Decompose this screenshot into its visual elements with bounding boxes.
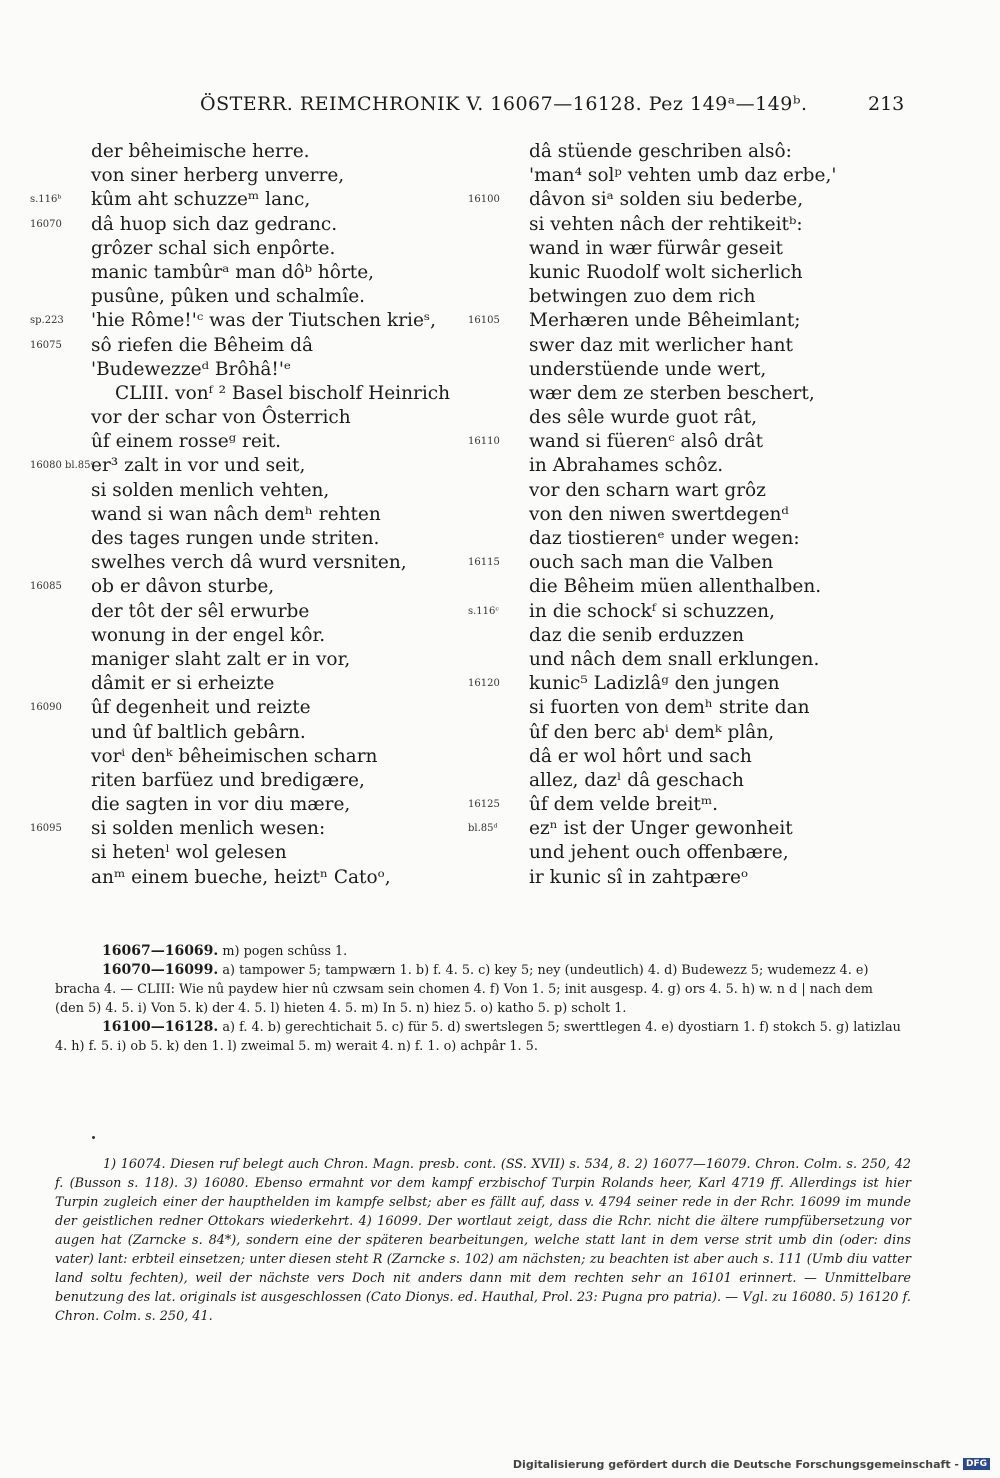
verse-text: manic tambûrᵃ man dôᵇ hôrte, bbox=[91, 261, 375, 283]
line-number: bl.85ᵈ bbox=[468, 823, 498, 835]
verse-text: in Abrahames schôz. bbox=[529, 455, 724, 477]
verse-line bbox=[30, 430, 470, 454]
verse-line bbox=[468, 237, 828, 261]
verse-text: ouch sach man die Valben bbox=[529, 552, 774, 574]
verse-text: dâ stüende geschriben alsô: bbox=[529, 141, 792, 162]
verse-line bbox=[30, 527, 470, 551]
line-number: 16105 bbox=[468, 315, 500, 327]
verse-line bbox=[468, 745, 828, 769]
verse-text: Merhæren unde Bêheimlant; bbox=[529, 310, 801, 332]
verse-line bbox=[30, 841, 470, 865]
verse-line bbox=[30, 575, 470, 599]
verse-text: CLIII. vonᶠ ² Basel bischolf Heinrich bbox=[115, 382, 451, 404]
verse-line bbox=[30, 358, 470, 382]
verse-text: wand in wær fürwâr geseit bbox=[529, 237, 783, 259]
line-number: 16100 bbox=[468, 194, 500, 206]
running-title: ÖSTERR. REIMCHRONIK V. 16067—16128. Pez 149ᵃ—149ᵇ. bbox=[200, 93, 808, 115]
verse-text: ûf den berc abⁱ demᵏ plân, bbox=[529, 721, 775, 743]
verse-line bbox=[30, 406, 470, 430]
verse-line bbox=[30, 164, 470, 188]
verse-text: kûm aht schuzzeᵐ lanc, bbox=[91, 189, 311, 211]
verse-text: understüende unde wert, bbox=[529, 358, 767, 380]
verse-line bbox=[30, 866, 470, 890]
verse-text: daz tiostierenᵉ under wegen: bbox=[529, 528, 800, 549]
verse-line bbox=[30, 285, 470, 309]
verse-text: er³ zalt in vor und seit, bbox=[91, 455, 306, 477]
verse-line bbox=[468, 793, 828, 817]
verse-line bbox=[30, 793, 470, 817]
verse-line bbox=[468, 479, 828, 503]
verse-text: si vehten nâch der rehtikeitᵇ: bbox=[529, 213, 803, 235]
verse-line bbox=[468, 817, 828, 841]
verse-line bbox=[30, 600, 470, 624]
verse-line bbox=[468, 551, 828, 575]
line-number: s.116ᵇ bbox=[30, 194, 62, 206]
verse-text: betwingen zuo dem rich bbox=[529, 286, 756, 308]
verse-line bbox=[30, 624, 470, 648]
verse-line bbox=[468, 140, 828, 164]
verse-line bbox=[468, 406, 828, 430]
verse-line bbox=[30, 648, 470, 672]
verse-text: si fuorten von demʰ strite dan bbox=[529, 697, 810, 719]
apparatus-label: 16067—16069. bbox=[102, 943, 219, 959]
line-number: 16090 bbox=[30, 702, 62, 714]
line-number: 16115 bbox=[468, 557, 500, 569]
verse-text: der tôt der sêl erwurbe bbox=[91, 600, 310, 622]
apparatus-text: m) pogen schûss 1. bbox=[222, 944, 348, 959]
verse-line bbox=[468, 841, 828, 865]
verse-text: allez, dazˡ dâ geschach bbox=[529, 769, 744, 791]
verse-line bbox=[30, 382, 470, 406]
verse-line bbox=[468, 648, 828, 672]
verse-line bbox=[30, 503, 470, 527]
verse-line bbox=[30, 309, 470, 333]
digitization-footer bbox=[513, 1455, 990, 1473]
verse-line bbox=[30, 672, 470, 696]
verse-line bbox=[468, 454, 828, 478]
verse-line bbox=[30, 479, 470, 503]
verse-line bbox=[30, 551, 470, 575]
verse-text: si hetenˡ wol gelesen bbox=[91, 842, 287, 864]
verse-line bbox=[468, 866, 828, 890]
line-number: 16085 bbox=[30, 581, 62, 593]
verse-text: der bêheimische herre. bbox=[91, 141, 310, 162]
verse-text: wand si füerenᶜ alsô drât bbox=[529, 431, 764, 453]
separator-dot bbox=[92, 1136, 95, 1139]
footnotes bbox=[55, 1155, 911, 1326]
line-number: sp.223 bbox=[30, 315, 64, 327]
line-number: 16125 bbox=[468, 799, 500, 811]
verse-text: si solden menlich wesen: bbox=[91, 818, 326, 840]
apparatus-label: 16100—16128. bbox=[102, 1019, 219, 1035]
verse-line bbox=[468, 261, 828, 285]
verse-line bbox=[30, 454, 470, 478]
apparatus-text: a) f. 4. b) gerechtichait 5. c) für 5. d) swertslegen 5; swerttlegen 4. e) dyostiarn 1. f) stokch 5. g) latizlau 4. h) f. 5. i) ob 5. k) den 1. l) zweimal 5. m) werait 4. n) f. 1. o) achpâr 1. 5. bbox=[55, 1020, 901, 1054]
verse-line bbox=[468, 309, 828, 333]
verse-text: maniger slaht zalt er in vor, bbox=[91, 648, 351, 670]
verse-line bbox=[468, 430, 828, 454]
footer-text: Digitalisierung gefördert durch die Deutsche Forschungsgemeinschaft - bbox=[512, 1457, 959, 1471]
verse-text: ûf einem rosseᵍ reit. bbox=[91, 431, 282, 453]
line-number: 16070 bbox=[30, 218, 62, 230]
verse-line bbox=[468, 164, 837, 188]
verse-text: und nâch dem snall erklungen. bbox=[529, 648, 820, 670]
verse-text: die sagten in vor diu mære, bbox=[91, 794, 351, 816]
verse-text: und jehent ouch offenbære, bbox=[529, 842, 789, 864]
verse-text: ezⁿ ist der Unger gewonheit bbox=[529, 818, 793, 840]
verse-line bbox=[30, 237, 470, 261]
verse-text: 'hie Rôme!'ᶜ was der Tiutschen krieˢ, bbox=[91, 310, 437, 332]
verse-line bbox=[30, 769, 470, 793]
verse-line bbox=[468, 285, 828, 309]
verse-line bbox=[30, 696, 470, 720]
verse-line bbox=[30, 817, 470, 841]
verse-text: vor der schar von Ôsterrich bbox=[91, 407, 351, 429]
apparatus-text: a) tampower 5; tampwærn 1. b) f. 4. 5. c) key 5; ney (undeutlich) 4. d) Budewezz 5; wudemezz 4. e) bracha 4. — CLIII: Wie nû paydew hier nû czwsam sein chomen 4. f) Von 1. 5; init ausgesp. 4. g) ors 4. 5. h) w. n d | nach dem (den 5) 4. 5. i) Von 5. k) der 4. 5. l) hieten 4. 5. m) In 5. n) hiez 5. o) katho 5. p) scholt 1. bbox=[55, 963, 873, 1016]
line-number: 16075 bbox=[30, 339, 62, 351]
verse-text: von den niwen swertdegenᵈ bbox=[529, 503, 789, 525]
verse-text: ob er dâvon sturbe, bbox=[91, 576, 275, 598]
verse-text: kunic⁵ Ladizlâᵍ den jungen bbox=[529, 673, 780, 695]
verse-text: des sêle wurde guot rât, bbox=[529, 407, 758, 429]
verse-text: dâvon siᵃ solden siu bederbe, bbox=[529, 189, 804, 211]
verse-line bbox=[30, 745, 470, 769]
verse-line bbox=[468, 624, 828, 648]
line-number: s.116ᶜ bbox=[468, 605, 499, 617]
verse-line bbox=[30, 334, 470, 358]
verse-text: pusûne, pûken und schalmîe. bbox=[91, 286, 366, 308]
right-text-column bbox=[468, 140, 837, 890]
verse-line bbox=[468, 672, 828, 696]
line-number: 16095 bbox=[30, 823, 62, 835]
verse-text: wær dem ze sterben beschert, bbox=[529, 382, 815, 404]
verse-text: in die schockᶠ si schuzzen, bbox=[529, 600, 775, 622]
verse-line bbox=[468, 382, 828, 406]
apparatus-entry bbox=[55, 1018, 905, 1056]
verse-line bbox=[468, 503, 828, 527]
running-header bbox=[0, 93, 1000, 123]
verse-line bbox=[30, 721, 470, 745]
verse-text: grôzer schal sich enpôrte. bbox=[91, 237, 336, 259]
verse-text: anᵐ einem bueche, heiztⁿ Catoᵒ, bbox=[91, 866, 391, 888]
verse-line bbox=[468, 600, 828, 624]
verse-text: vorⁱ denᵏ bêheimischen scharn bbox=[91, 745, 378, 767]
line-number: 16120 bbox=[468, 678, 500, 690]
verse-line bbox=[30, 188, 470, 212]
verse-line bbox=[468, 575, 828, 599]
verse-text: dâ huop sich daz gedranc. bbox=[91, 213, 338, 235]
verse-text: riten barfüez und bredigære, bbox=[91, 769, 365, 791]
verse-line bbox=[468, 188, 828, 212]
verse-text: ir kunic sî in zahtpæreᵒ bbox=[529, 866, 749, 888]
footnote-text: 1) 16074. Diesen ruf belegt auch Chron. Magn. presb. cont. (SS. XVII) s. 534, 8. 2) 16077—16079. Chron. Colm. s. 250, 42 f. (Busson s. 118). 3) 16080. Ebenso ermahnt vor dem kampf erzbischof Turpin Rolands heer, Karl 4719 ff. Allerdings ist hier Turpin zugleich einer der haupthelden im kampfe selbst; aber es fällt auf, dass v. 4794 seiner rede in der Rchr. 16099 im munde der geistlichen redner Ottokars wiederkehrt. 4) 16099. Der wortlaut zeigt, dass die Rchr. nicht die ältere rumpfübersetzung vor augen hat (Zarncke s. 84*), sondern eine der späteren bearbeitungen, welche statt lant in dem verse strit umb din (oder: dins vater) lant: erbteil einsetzen; unter diesen steht R (Zarncke s. 102) am nächsten; zu beachten ist aber auch s. 111 (Umb diu vatter land soltu fechten), weil der nächste vers Doch nit anders dann mit dem rechten sehr an 16101 erinnert. — Unmittelbare benutzung des lat. originals ist ausgeschlossen (Cato Dionys. ed. Hauthal, Prol. 23: Pugna pro patria). — Vgl. zu 16080. 5) 16120 f. Chron. Colm. s. 250, 41. bbox=[55, 1157, 911, 1324]
verse-line bbox=[30, 261, 470, 285]
dfg-logo: DFG bbox=[963, 1458, 990, 1470]
verse-text: dâmit er si erheizte bbox=[91, 673, 275, 695]
verse-text: des tages rungen unde striten. bbox=[91, 528, 380, 549]
page-number: 213 bbox=[868, 93, 905, 115]
verse-line bbox=[468, 769, 828, 793]
verse-text: wonung in der engel kôr. bbox=[91, 624, 326, 646]
verse-line bbox=[468, 358, 828, 382]
verse-text: daz die senib erduzzen bbox=[529, 624, 744, 646]
verse-text: vor den scharn wart grôz bbox=[529, 479, 766, 501]
verse-text: und ûf baltlich gebârn. bbox=[91, 721, 306, 743]
verse-text: swelhes verch dâ wurd versniten, bbox=[91, 552, 407, 574]
apparatus-label: 16070—16099. bbox=[102, 962, 219, 978]
apparatus-entry bbox=[55, 961, 905, 1018]
verse-line bbox=[30, 140, 470, 164]
apparatus-entry bbox=[55, 942, 905, 961]
line-number: 16110 bbox=[468, 436, 500, 448]
verse-text: 'man⁴ solᵖ vehten umb daz erbe,' bbox=[529, 165, 837, 187]
critical-apparatus bbox=[55, 942, 905, 1056]
verse-text: die Bêheim müen allenthalben. bbox=[529, 576, 822, 598]
verse-text: von siner herberg unverre, bbox=[91, 165, 345, 187]
verse-line bbox=[30, 213, 470, 237]
verse-line bbox=[468, 696, 828, 720]
verse-text: ûf dem velde breitᵐ. bbox=[529, 794, 719, 816]
verse-line bbox=[468, 721, 828, 745]
verse-line bbox=[468, 334, 828, 358]
verse-text: dâ er wol hôrt und sach bbox=[529, 745, 752, 767]
verse-text: 'Budewezzeᵈ Brôhâ!'ᵉ bbox=[91, 358, 292, 380]
verse-text: si solden menlich vehten, bbox=[91, 479, 330, 501]
verse-text: sô riefen die Bêheim dâ bbox=[91, 334, 314, 356]
verse-text: wand si wan nâch demʰ rehten bbox=[91, 503, 381, 525]
verse-text: ûf degenheit und reizte bbox=[91, 697, 311, 719]
verse-text: swer daz mit werlicher hant bbox=[529, 334, 793, 356]
verse-line bbox=[468, 213, 828, 237]
verse-text: kunic Ruodolf wolt sicherlich bbox=[529, 261, 803, 283]
line-number: 16080 bl.85ᵃ bbox=[30, 460, 95, 472]
verse-line bbox=[468, 527, 828, 551]
left-text-column bbox=[30, 140, 470, 890]
